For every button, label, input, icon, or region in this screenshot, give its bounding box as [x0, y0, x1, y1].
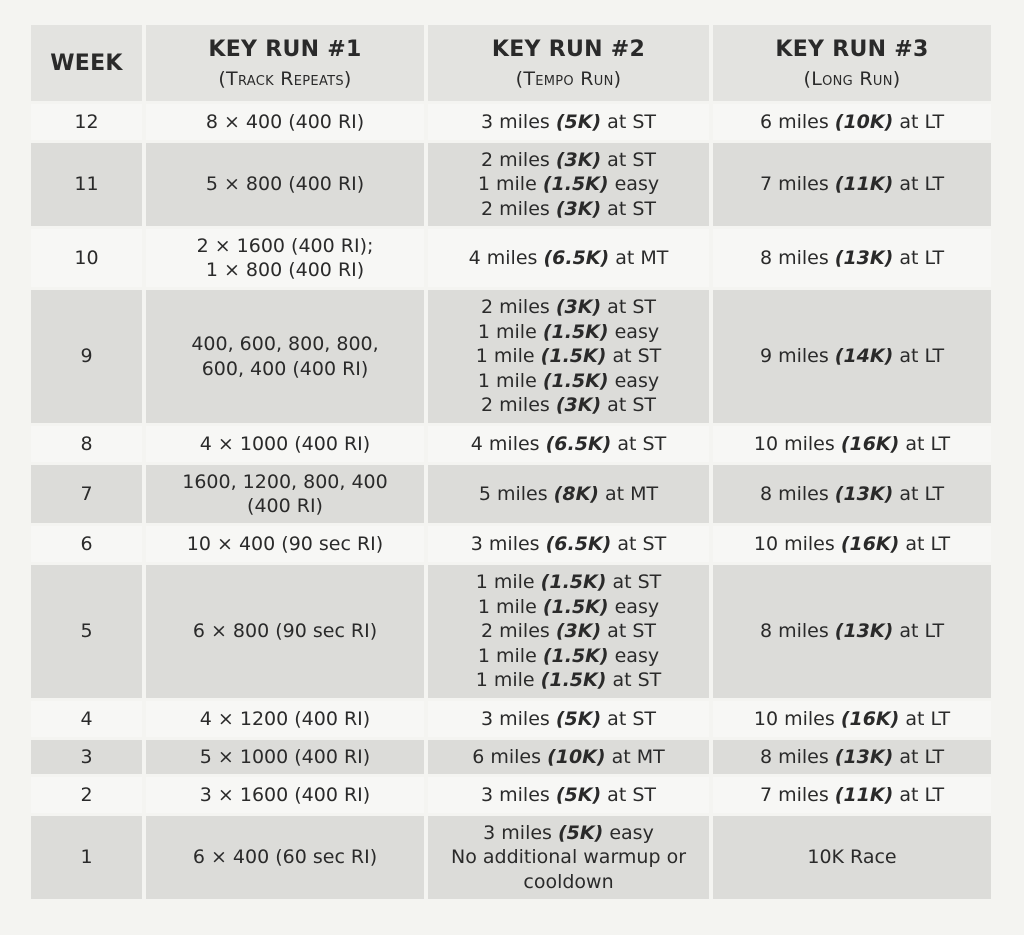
header-key-run-1-label: KEY RUN #1: [208, 36, 362, 62]
distance-km: (13K): [834, 482, 894, 505]
run-text: 7 miles: [759, 783, 835, 806]
run-text: easy: [608, 595, 660, 618]
week-cell: 1: [31, 816, 142, 899]
training-table-container: [27, 22, 991, 902]
run-text: 4 miles: [468, 246, 544, 269]
long-run-cell: [713, 777, 991, 813]
tempo-line: [434, 570, 703, 595]
track-repeats-cell: [146, 777, 424, 813]
run-text: at LT: [893, 345, 945, 368]
run-text: No additional warmup or: [450, 846, 687, 869]
run-text: at MT: [609, 246, 669, 269]
tempo-line: [434, 148, 703, 173]
track-repeats-cell: [146, 290, 424, 423]
run-text: at ST: [601, 148, 656, 171]
run-text: 8 miles: [759, 482, 835, 505]
long-run-cell: [713, 104, 991, 140]
run-text: 10 miles: [753, 432, 841, 455]
run-text: 1 mile: [477, 369, 543, 392]
long-run-cell: [713, 740, 991, 774]
run-text: at LT: [893, 110, 945, 133]
tempo-run-cell: [428, 143, 709, 226]
long-line: [719, 707, 985, 732]
distance-km: (1.5K): [542, 320, 609, 343]
track-line: 6 × 800 (90 sec RI): [192, 620, 378, 643]
run-text: at LT: [893, 482, 945, 505]
track-repeats-cell: [146, 465, 424, 523]
tempo-run-cell: [428, 701, 709, 737]
week-cell: 9: [31, 290, 142, 423]
track-line: 600, 400 (400 RI): [201, 357, 369, 380]
tempo-run-cell: [428, 104, 709, 140]
track-line: (400 RI): [247, 495, 323, 517]
track-line: 4 × 1200 (400 RI): [199, 707, 371, 730]
long-line: [719, 246, 985, 271]
track-line: 5 × 800 (400 RI): [205, 173, 365, 196]
long-run-cell: [713, 290, 991, 423]
run-text: at LT: [893, 173, 945, 196]
track-repeats-cell: [146, 143, 424, 226]
tempo-run-cell: [428, 777, 709, 813]
tempo-line: [434, 320, 703, 345]
distance-km: (6.5K): [545, 532, 612, 555]
tempo-line: [434, 344, 703, 369]
distance-km: (1.5K): [542, 173, 609, 196]
track-repeats-cell: [146, 104, 424, 140]
run-text: 6 miles: [472, 745, 548, 768]
run-text: at ST: [601, 296, 656, 319]
run-text: at LT: [893, 745, 945, 768]
track-line: 10 × 400 (90 sec RI): [186, 532, 384, 555]
long-line: [719, 344, 985, 369]
tempo-line: [434, 619, 703, 644]
week-cell: 4: [31, 701, 142, 737]
tempo-run-cell: [428, 565, 709, 698]
run-text: 2 miles: [481, 620, 556, 643]
week-cell: 2: [31, 777, 142, 813]
run-text: 3 miles: [483, 821, 558, 844]
track-repeats-cell: [146, 229, 424, 287]
distance-km: (11K): [834, 783, 894, 806]
run-text: 1 mile: [475, 571, 541, 594]
distance-km: (5K): [555, 783, 602, 806]
distance-km: (1.5K): [542, 369, 609, 392]
tempo-run-cell: [428, 290, 709, 423]
table-row: [31, 526, 991, 562]
run-text: 1 mile: [475, 345, 541, 368]
run-text: at ST: [606, 571, 662, 594]
tempo-line: [434, 393, 703, 418]
long-line: [719, 482, 985, 507]
run-text: at LT: [893, 783, 945, 806]
run-text: easy: [608, 173, 660, 196]
table-row: [31, 565, 991, 698]
run-text: at LT: [893, 246, 945, 269]
tempo-line: [434, 110, 703, 135]
header-key-run-2: [428, 25, 709, 101]
tempo-line: [434, 432, 703, 457]
track-line: 2 × 1600 (400 RI);: [196, 234, 374, 257]
run-text: easy: [603, 821, 654, 844]
distance-km: (5K): [558, 821, 604, 844]
header-key-run-2-label: KEY RUN #2: [491, 36, 646, 62]
training-schedule-table: [27, 22, 995, 902]
long-line: [719, 172, 985, 197]
tempo-line: [434, 532, 703, 557]
tempo-run-cell: [428, 816, 709, 899]
run-text: at ST: [601, 707, 656, 730]
distance-km: (3K): [555, 296, 602, 319]
tempo-line: [434, 821, 703, 846]
header-week-label: WEEK: [50, 50, 123, 76]
distance-km: (3K): [555, 197, 602, 220]
track-repeats-cell: [146, 526, 424, 562]
tempo-run-cell: [428, 526, 709, 562]
distance-km: (13K): [834, 745, 894, 768]
run-text: at ST: [611, 432, 667, 455]
run-text: at ST: [606, 669, 662, 692]
table-row: [31, 701, 991, 737]
long-run-cell: [713, 465, 991, 523]
run-text: at ST: [601, 783, 656, 806]
track-repeats-cell: [146, 701, 424, 737]
table-row: [31, 290, 991, 423]
tempo-line: [434, 246, 703, 271]
distance-km: (10K): [834, 110, 894, 133]
week-cell: 12: [31, 104, 142, 140]
distance-km: (5K): [555, 707, 602, 730]
track-line: 1 × 800 (400 RI): [205, 259, 365, 281]
run-text: at LT: [899, 532, 951, 555]
run-text: 8 miles: [759, 745, 835, 768]
tempo-line: [434, 295, 703, 320]
week-cell: 5: [31, 565, 142, 698]
tempo-line: [434, 870, 703, 895]
header-key-run-3: [713, 25, 991, 101]
distance-km: (13K): [834, 620, 894, 643]
tempo-line: [434, 482, 703, 507]
long-line: [719, 845, 985, 870]
week-cell: 10: [31, 229, 142, 287]
long-line: [719, 745, 985, 770]
run-text: 8 miles: [759, 620, 835, 643]
run-text: 5 miles: [478, 482, 554, 505]
track-repeats-cell: [146, 426, 424, 462]
long-line: [719, 432, 985, 457]
run-text: at ST: [601, 620, 656, 643]
tempo-line: [434, 668, 703, 693]
distance-km: (13K): [834, 246, 894, 269]
run-text: at ST: [611, 532, 667, 555]
long-line: [719, 110, 985, 135]
run-text: 4 miles: [470, 432, 546, 455]
week-cell: 7: [31, 465, 142, 523]
header-key-run-1: [146, 25, 424, 101]
tempo-run-cell: [428, 229, 709, 287]
distance-km: (14K): [834, 345, 894, 368]
tempo-line: [434, 595, 703, 620]
run-text: 2 miles: [481, 197, 556, 220]
distance-km: (8K): [553, 482, 599, 505]
distance-km: (6.5K): [543, 246, 610, 269]
long-run-cell: [713, 143, 991, 226]
distance-km: (1.5K): [542, 595, 609, 618]
long-run-cell: [713, 816, 991, 899]
tempo-line: [434, 845, 703, 870]
long-run-cell: [713, 229, 991, 287]
distance-km: (5K): [555, 110, 602, 133]
track-line: 6 × 400 (60 sec RI): [192, 846, 378, 869]
run-text: 1 mile: [477, 320, 543, 343]
distance-km: (11K): [834, 173, 894, 196]
run-text: 2 miles: [481, 394, 556, 417]
header-row: [31, 25, 991, 101]
table-row: [31, 816, 991, 899]
track-repeats-cell: [146, 740, 424, 774]
run-text: at ST: [606, 345, 662, 368]
tempo-line: [434, 172, 703, 197]
distance-km: (16K): [840, 432, 900, 455]
tempo-line: [434, 369, 703, 394]
run-text: easy: [608, 644, 660, 667]
track-line: 8 × 400 (400 RI): [205, 110, 365, 133]
table-row: [31, 104, 991, 140]
track-line: 400, 600, 800, 800,: [191, 333, 379, 355]
distance-km: (1.5K): [540, 571, 607, 594]
distance-km: (16K): [840, 707, 900, 730]
track-repeats-cell: [146, 816, 424, 899]
long-run-cell: [713, 426, 991, 462]
run-text: 3 miles: [481, 110, 556, 133]
run-text: 3 miles: [481, 707, 556, 730]
header-key-run-2-sub: (Tempo Run): [515, 67, 622, 90]
distance-km: (1.5K): [540, 669, 607, 692]
distance-km: (16K): [840, 532, 900, 555]
table-row: [31, 740, 991, 774]
tempo-run-cell: [428, 740, 709, 774]
table-row: [31, 143, 991, 226]
run-text: at LT: [899, 432, 951, 455]
run-text: 10K Race: [807, 846, 897, 869]
run-text: 1 mile: [477, 644, 543, 667]
long-line: [719, 532, 985, 557]
tempo-line: [434, 644, 703, 669]
run-text: 1 mile: [475, 669, 541, 692]
week-cell: 8: [31, 426, 142, 462]
tempo-run-cell: [428, 426, 709, 462]
run-text: at MT: [598, 482, 659, 505]
long-run-cell: [713, 526, 991, 562]
tempo-run-cell: [428, 465, 709, 523]
long-run-cell: [713, 701, 991, 737]
run-text: 1 mile: [477, 173, 543, 196]
run-text: 2 miles: [481, 296, 556, 319]
distance-km: (1.5K): [542, 644, 609, 667]
tempo-line: [434, 197, 703, 222]
tempo-line: [434, 707, 703, 732]
tempo-line: [434, 745, 703, 770]
run-text: 3 miles: [481, 783, 556, 806]
tempo-line: [434, 783, 703, 808]
track-line: 3 × 1600 (400 RI): [199, 783, 371, 806]
long-run-cell: [713, 565, 991, 698]
run-text: at ST: [601, 110, 656, 133]
header-key-run-3-label: KEY RUN #3: [775, 36, 929, 62]
long-line: [719, 619, 985, 644]
track-line: 5 × 1000 (400 RI): [199, 745, 371, 768]
run-text: at ST: [601, 197, 656, 220]
header-week: [31, 25, 142, 101]
header-key-run-3-sub: (Long Run): [803, 67, 901, 90]
distance-km: (3K): [555, 620, 602, 643]
week-cell: 11: [31, 143, 142, 226]
distance-km: (1.5K): [540, 345, 607, 368]
distance-km: (3K): [555, 148, 602, 171]
header-key-run-1-sub: (Track Repeats): [218, 67, 352, 90]
run-text: 9 miles: [759, 345, 835, 368]
run-text: 10 miles: [753, 532, 841, 555]
track-repeats-cell: [146, 565, 424, 698]
distance-km: (3K): [555, 394, 602, 417]
week-cell: 6: [31, 526, 142, 562]
run-text: at LT: [899, 707, 951, 730]
distance-km: (10K): [547, 745, 606, 768]
run-text: 2 miles: [481, 148, 556, 171]
table-body: [31, 104, 991, 899]
run-text: 6 miles: [759, 110, 835, 133]
run-text: 10 miles: [753, 707, 841, 730]
run-text: 1 mile: [477, 595, 543, 618]
track-line: 4 × 1000 (400 RI): [199, 432, 371, 455]
table-row: [31, 777, 991, 813]
run-text: 3 miles: [470, 532, 546, 555]
run-text: easy: [608, 369, 660, 392]
run-text: 8 miles: [759, 246, 835, 269]
run-text: 7 miles: [759, 173, 835, 196]
week-cell: 3: [31, 740, 142, 774]
run-text: at LT: [893, 620, 945, 643]
run-text: cooldown: [523, 870, 614, 893]
run-text: at ST: [601, 394, 656, 417]
table-row: [31, 426, 991, 462]
distance-km: (6.5K): [545, 432, 612, 455]
track-line: 1600, 1200, 800, 400: [182, 470, 388, 493]
run-text: at MT: [605, 745, 665, 768]
table-row: [31, 465, 991, 523]
long-line: [719, 783, 985, 808]
table-row: [31, 229, 991, 287]
run-text: easy: [608, 320, 660, 343]
